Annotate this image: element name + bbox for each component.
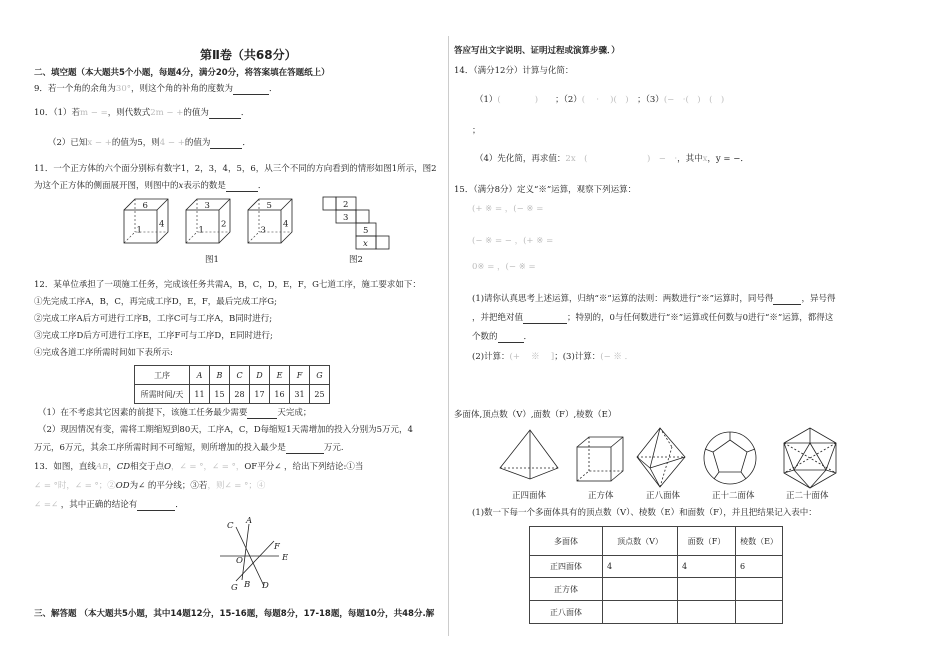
table-input-cell[interactable] bbox=[736, 601, 783, 624]
table-head-cell: E bbox=[270, 366, 290, 385]
shape-label: 正四面体 bbox=[512, 491, 547, 501]
q15-q2q3: (2)计算：(+ ※ ]；(3)计算：(− ※ ． bbox=[472, 352, 634, 362]
q16-head: 多面体,顶点数（V）,面数（F）,棱数（E） bbox=[454, 410, 617, 420]
q14-part4: （4）先化简，再求值：2x ( ) − ·，其中x，y = −． bbox=[475, 154, 749, 164]
label-C: C bbox=[227, 521, 234, 531]
q15-q1-line3: 个数的 ． bbox=[472, 332, 533, 342]
table-input-cell[interactable] bbox=[678, 578, 736, 601]
q15-q1-line2: ，并把绝对值 ；特别的，0与任何数进行“※”运算或任何数与0进行“※”运算，都得这 bbox=[472, 313, 834, 323]
net-cell-3: x bbox=[363, 239, 368, 249]
q10-1: 10．（1）若m − =，则代数式2m − +的值为 ． bbox=[34, 108, 250, 118]
label-E: E bbox=[282, 553, 289, 563]
q15-example2: (− ※ = − ，(+ ※ = bbox=[472, 236, 554, 246]
q16-instruction: (1)数一下每一个多面体具有的顶点数（V）、棱数（E）和面数（F），并且把结果记入表中： bbox=[472, 508, 817, 518]
q12-rule4: ④完成各道工序所需时间如下表所示: bbox=[34, 348, 173, 358]
table-cell: 15 bbox=[210, 385, 230, 404]
cube-figure bbox=[577, 437, 623, 481]
shape-label: 正八面体 bbox=[646, 491, 681, 501]
q11-line2: 为这个正方体的侧面展开图，则图中的x表示的数是 ． bbox=[34, 181, 267, 191]
net-cell-0: 2 bbox=[343, 200, 349, 210]
label-B: B bbox=[244, 580, 251, 590]
label-A: A bbox=[246, 516, 253, 526]
table-cell: 4 bbox=[603, 556, 678, 578]
cube-top-number: 6 bbox=[142, 201, 148, 211]
q14-head: 14．（满分12分）计算与化简： bbox=[454, 66, 574, 76]
label-O: O bbox=[236, 556, 243, 566]
label-D: D bbox=[262, 581, 269, 591]
net-cell-1: 3 bbox=[343, 213, 349, 223]
table-head-cell: F bbox=[290, 366, 310, 385]
table-head-cell: 棱数（E） bbox=[736, 527, 783, 556]
fig2-caption: 图2 bbox=[349, 255, 363, 265]
cube-top-number: 5 bbox=[266, 201, 272, 211]
q12-rule1: ①先完成工序A，B，C，再完成工序D，E，F，最后完成工序G; bbox=[34, 297, 277, 307]
table-cell: 正方体 bbox=[530, 578, 603, 601]
q12-intro: 12．某单位承担了一项施工任务，完成该任务共需A，B，C，D，E，F，G七道工序，施工要求如下： bbox=[34, 280, 421, 290]
table-head-cell: 面数（F） bbox=[678, 527, 736, 556]
q12-sub2-line1: （2）现因情况有变，需将工期缩短到80天，工序A，C，D每缩短1天需增加的投入分别为5万元，4 bbox=[38, 425, 413, 435]
polyhedra-table bbox=[529, 526, 783, 624]
q11-line1: 11．一个正方体的六个面分别标有数字1，2，3，4，5，6，从三个不同的方向看到的情形如图1所示，图2 bbox=[34, 164, 437, 174]
q15-head: 15．（满分8分）定义“※”运算，观察下列运算： bbox=[454, 185, 637, 195]
table-input-cell[interactable] bbox=[736, 578, 783, 601]
table-head-cell: G bbox=[310, 366, 330, 385]
shape-label: 正二十面体 bbox=[786, 491, 829, 501]
cube-front-number: 1 bbox=[198, 225, 204, 236]
cube-front-number: 1 bbox=[136, 225, 142, 236]
table-cell: 25 bbox=[310, 385, 330, 404]
section-title: 第Ⅱ卷（共68分） bbox=[200, 48, 297, 62]
table-cell: 31 bbox=[290, 385, 310, 404]
table-cell: 6 bbox=[736, 556, 783, 578]
table-cell: 17 bbox=[250, 385, 270, 404]
q14-parts: （1）( ) ；（2）( · )( ) ；（3）(− ·( ) ( ) bbox=[475, 95, 725, 105]
table-head-cell: A bbox=[190, 366, 210, 385]
q13-line1: 13．如图，直线AB，CD相交于点O，∠ = °，∠ = °，OF平分∠ ，给出下列结论:①当 bbox=[34, 462, 364, 472]
table-cell: 正八面体 bbox=[530, 601, 603, 624]
cube-side-number: 2 bbox=[221, 219, 227, 230]
section3-header: 三、解答题 （本大题共5小题，其中14题12分，15-16题，每题8分，17-18题，每题10分，共48分.解 bbox=[34, 609, 435, 619]
cube-side-number: 4 bbox=[159, 219, 165, 230]
q15-q1-line1: (1)请你认真思考上述运算，归纳“※”运算的法则：两数进行“※”运算时，同号得 ，异号得 bbox=[472, 294, 836, 304]
q15-example1: (+ ※ = ，(− ※ = bbox=[472, 204, 544, 214]
table-head-cell: D bbox=[250, 366, 270, 385]
q12-rule2: ②完成工序A后方可进行工序B，工序C可与工序A，B同时进行; bbox=[34, 314, 273, 324]
table-head-cell: 工序 bbox=[135, 366, 190, 385]
table-cell: 正四面体 bbox=[530, 556, 603, 578]
table-head-cell: C bbox=[230, 366, 250, 385]
q12-sub1: （1）在不考虑其它因素的前提下，该施工任务最少需要 天完成； bbox=[38, 408, 312, 418]
q12-sub2-line2: 万元，6万元，其余工序所需时间不可缩短，则所增加的投入最少是 万元. bbox=[34, 443, 344, 453]
cube-top-number: 3 bbox=[204, 201, 210, 211]
table-cell: 28 bbox=[230, 385, 250, 404]
q10-2: （2）已知x − +的值为5，则4 − +的值为 ． bbox=[48, 138, 251, 148]
q9: 9．若一个角的余角为30°，则这个角的补角的度数为 ． bbox=[34, 84, 278, 94]
net-cell-2: 5 bbox=[363, 226, 369, 236]
q13-line3: ∠ =∠ ，其中正确的结论有 ． bbox=[34, 500, 184, 510]
table-cell: 11 bbox=[190, 385, 210, 404]
section3-header-cont: 答应写出文字说明、证明过程或演算步骤．） bbox=[454, 46, 620, 56]
tetrahedron-figure bbox=[500, 430, 558, 479]
cube-front-number: 3 bbox=[260, 225, 266, 236]
icosahedron-figure bbox=[784, 428, 836, 488]
dodecahedron-figure bbox=[704, 432, 756, 484]
fig1-caption: 图1 bbox=[205, 255, 219, 265]
table-cell: 16 bbox=[270, 385, 290, 404]
table-head-cell: 顶点数（V） bbox=[603, 527, 678, 556]
section2-header: 二、填空题（本大题共5个小题，每题4分，满分20分，将答案填在答题纸上） bbox=[34, 68, 330, 78]
table-input-cell[interactable] bbox=[678, 601, 736, 624]
q12-rule3: ③完成工序D后方可进行工序E，工序F可与工序D，E同时进行; bbox=[34, 331, 273, 341]
q13-line2: ∠ = °时，∠ = °；②OD为∠ 的平分线；③若，则∠ = °；④ bbox=[34, 481, 266, 491]
table-input-cell[interactable] bbox=[603, 578, 678, 601]
octahedron-figure bbox=[637, 428, 685, 487]
shape-label: 正十二面体 bbox=[712, 491, 755, 501]
label-F: F bbox=[274, 542, 280, 552]
table-cell: 所需时间/天 bbox=[135, 385, 190, 404]
table-head-cell: 多面体 bbox=[530, 527, 603, 556]
table-input-cell[interactable] bbox=[603, 601, 678, 624]
q15-example3: 0※ = ，(− ※ = bbox=[472, 262, 536, 272]
table-head-cell: B bbox=[210, 366, 230, 385]
table-cell: 4 bbox=[678, 556, 736, 578]
label-G: G bbox=[231, 583, 238, 593]
cube-side-number: 4 bbox=[283, 219, 289, 230]
shape-label: 正方体 bbox=[588, 491, 614, 501]
q14-semicolon: ； bbox=[472, 126, 481, 136]
